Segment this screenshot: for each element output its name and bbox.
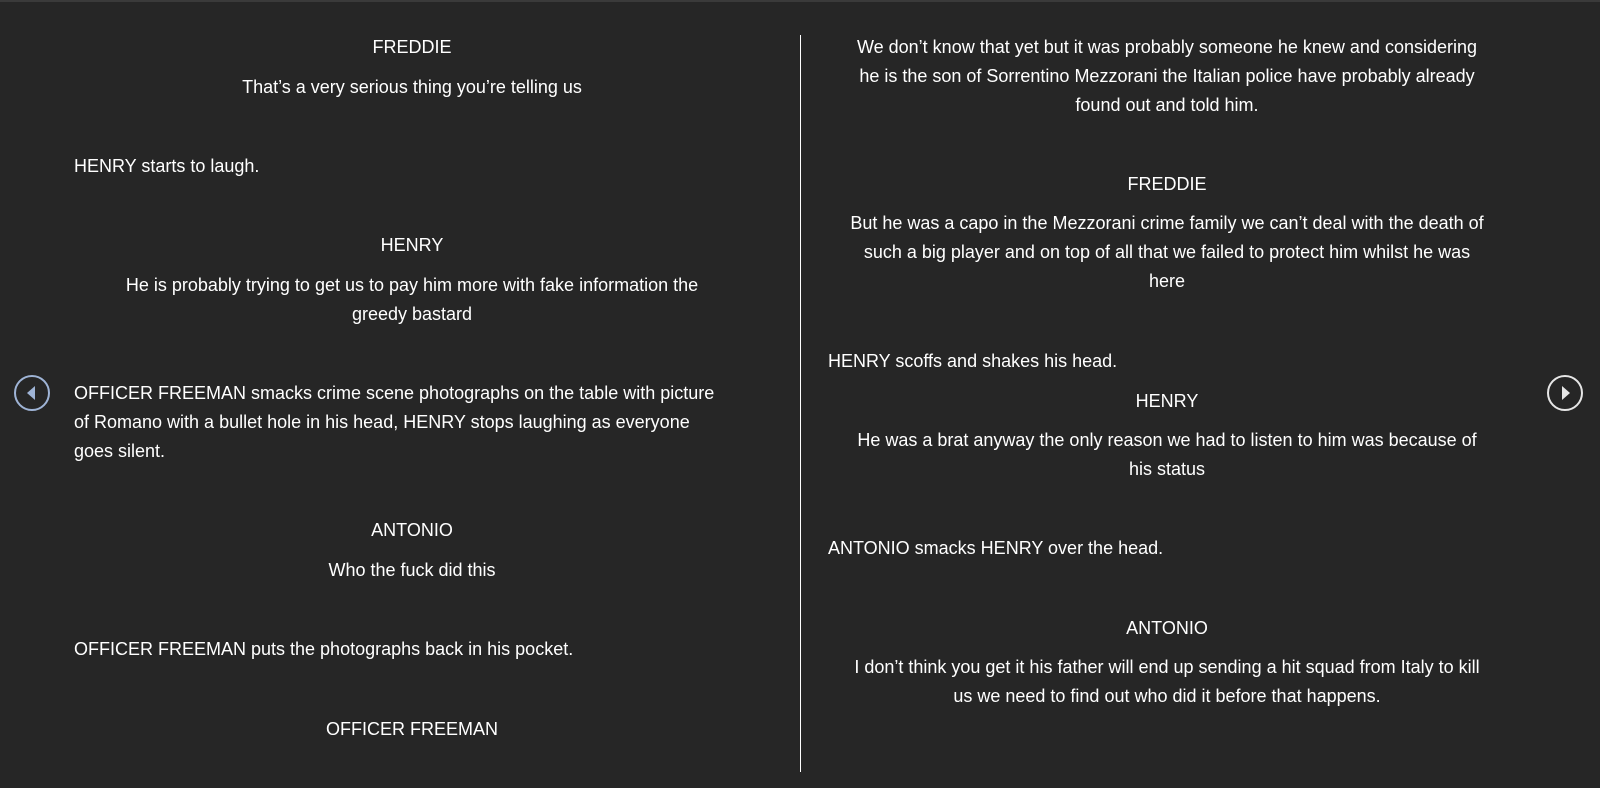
caret-right-circle-icon: [1549, 377, 1581, 409]
dialogue-line: he is the son of Sorrentino Mezzorani the Italian police have probably already: [859, 66, 1475, 86]
dialogue-line: He is probably trying to get us to pay him more with fake information the: [125, 275, 699, 295]
dialogue-line: Who the fuck did this: [328, 560, 496, 580]
action-line: HENRY scoffs and shakes his head.: [828, 351, 1118, 371]
character-name: HENRY: [1135, 391, 1199, 411]
next-page-button[interactable]: [1547, 375, 1583, 411]
action-line: OFFICER FREEMAN puts the photographs back in his pocket.: [74, 639, 574, 659]
action-line: goes silent.: [74, 441, 166, 461]
page-divider: [800, 35, 801, 772]
right-page: [828, 0, 1506, 788]
action-line: ANTONIO smacks HENRY over the head.: [828, 538, 1164, 558]
dialogue-line: But he was a capo in the Mezzorani crime family we can’t deal with the death of: [850, 213, 1484, 233]
dialogue-line: us we need to find out who did it before that happens.: [953, 686, 1381, 706]
dialogue-line: such a big player and on top of all that we failed to protect him whilst he was: [863, 242, 1471, 262]
action-line: of Romano with a bullet hole in his head, HENRY stops laughing as everyone: [74, 412, 690, 432]
character-name: HENRY: [380, 235, 444, 255]
action-line: HENRY starts to laugh.: [74, 156, 260, 176]
character-name: OFFICER FREEMAN: [325, 719, 498, 739]
dialogue-line: here: [1148, 271, 1186, 291]
left-page: [74, 0, 750, 788]
action-line: OFFICER FREEMAN smacks crime scene photographs on the table with picture: [74, 383, 715, 403]
previous-page-button[interactable]: [14, 375, 50, 411]
dialogue-line: We don’t know that yet but it was probably someone he knew and considering: [856, 37, 1478, 57]
dialogue-line: his status: [1128, 459, 1206, 479]
dialogue-line: found out and told him.: [1075, 95, 1259, 115]
dialogue-line: That’s a very serious thing you’re telling us: [242, 77, 582, 97]
dialogue-line: He was a brat anyway the only reason we had to listen to him was because of: [857, 430, 1477, 450]
dialogue-line: greedy bastard: [351, 304, 473, 324]
character-name: FREDDIE: [372, 37, 452, 57]
dialogue-line: I don’t think you get it his father will end up sending a hit squad from Italy to kill: [854, 657, 1480, 677]
caret-left-circle-icon: [16, 377, 48, 409]
character-name: FREDDIE: [1127, 174, 1207, 194]
character-name: ANTONIO: [1126, 618, 1208, 638]
character-name: ANTONIO: [371, 520, 453, 540]
